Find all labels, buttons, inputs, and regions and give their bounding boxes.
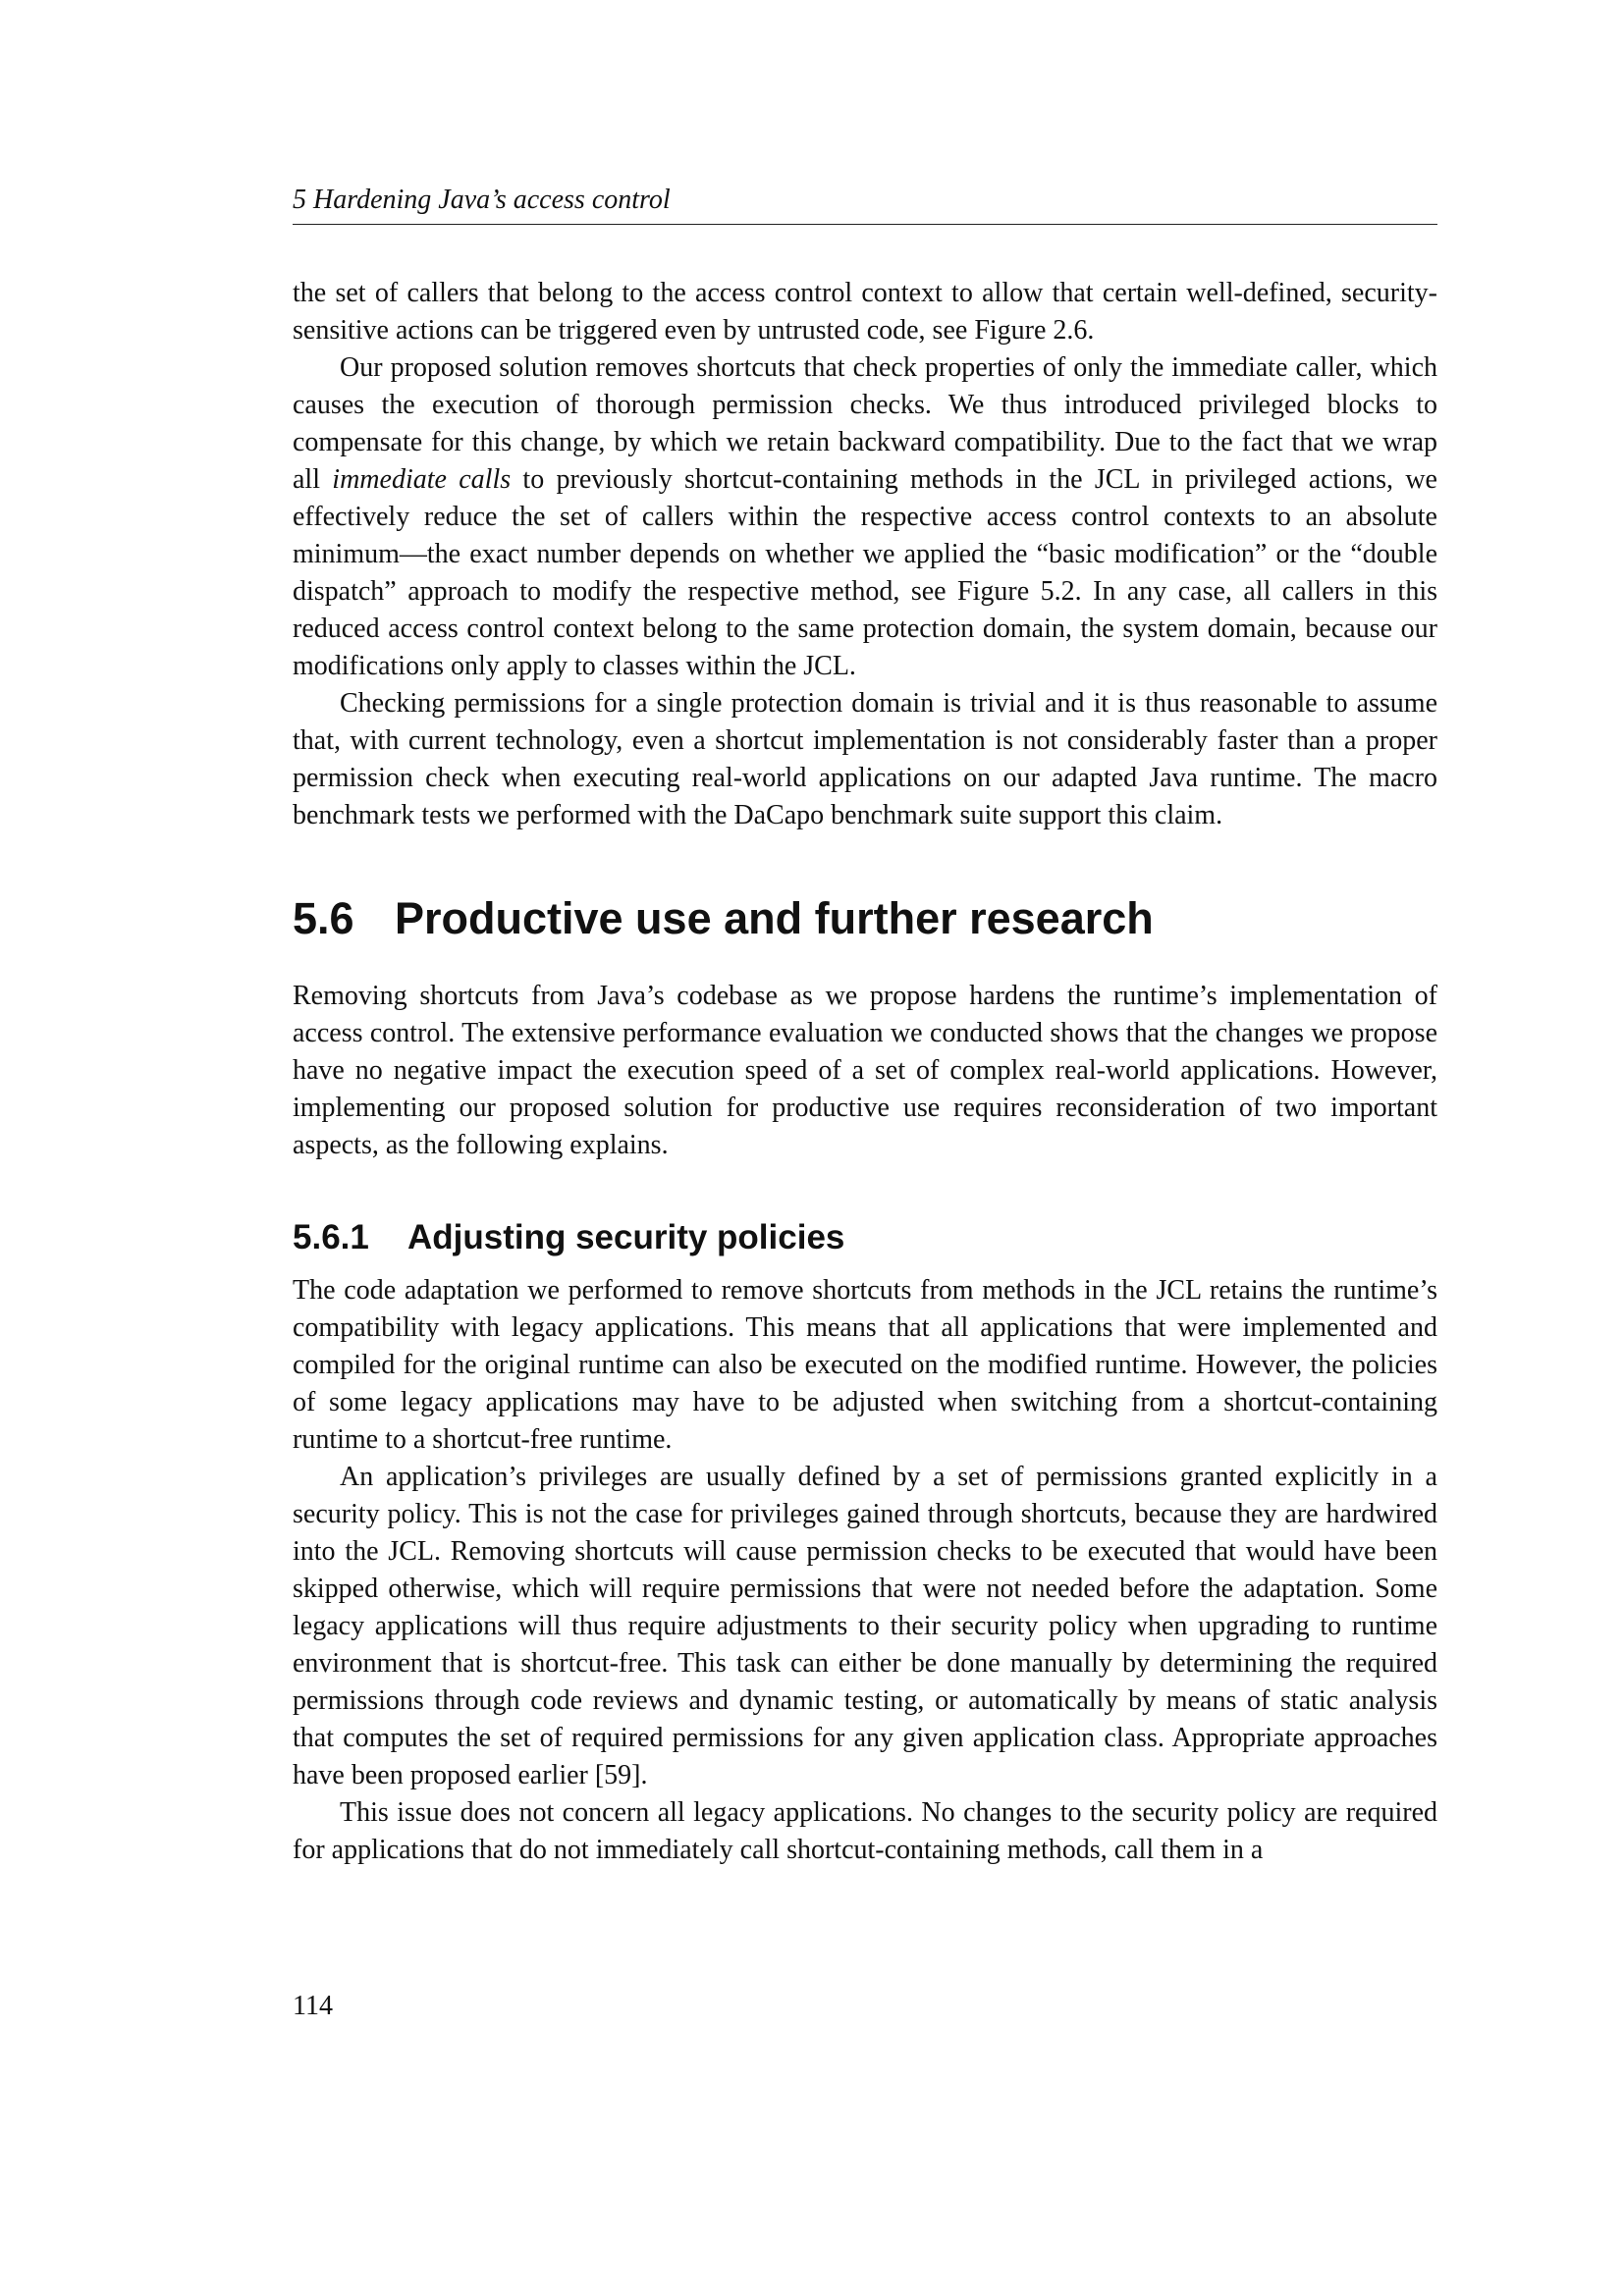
page-content [293, 275, 1437, 1869]
emphasized-term: immediate calls [332, 464, 512, 495]
spacer [293, 834, 1437, 893]
page-number: 114 [293, 1991, 333, 2021]
paragraph-section-intro: Removing shortcuts from Java’s codebase as we propose hardens the runtime’s implementation of access control. The extensive performance evaluation we conducted shows that the changes we propose have no negative impact the execution speed of a set of complex real-world applications. However, implementing our proposed solution for productive use requires reconsideration of two important aspects, as the following explains. [293, 981, 1437, 1160]
paragraph-text: Our proposed solution removes shortcuts that check properties of only the immediate caller, which causes the execution of thorough permission checks. We thus introduced privileged blocks to compensate for this change, by which we retain backward compatibility. Due to the fact that we wrap all [293, 352, 1437, 495]
running-title: 5 Hardening Java’s access control [293, 185, 671, 215]
spacer [293, 1164, 1437, 1217]
paragraph-code-adaptation: The code adaptation we performed to remove shortcuts from methods in the JCL retains the runtime’s compatibility with legacy applications. This means that all applications that were implemented and compiled for the original runtime can also be executed on the modified runtime. However, the policies of some legacy applications may have to be adjusted when switching from a shortcut-containing runtime to a shortcut-free runtime. [293, 1275, 1437, 1455]
running-header [293, 185, 1437, 225]
subsection-heading [293, 1217, 1437, 1258]
paragraph-continuation: the set of callers that belong to the access control context to allow that certain well-defined, security-sensitive actions can be triggered even by untrusted code, see Figure 2.6. [293, 278, 1437, 346]
paragraph-legacy-applications: This issue does not concern all legacy applications. No changes to the security policy are required for applications that do not immediately call shortcut-containing methods, call them in a [293, 1797, 1437, 1865]
subsection-title: Adjusting security policies [407, 1218, 845, 1256]
section-number: 5.6 [293, 893, 354, 943]
paragraph-proposed-solution [293, 349, 1437, 685]
spacer [293, 1258, 1437, 1272]
paragraph-checking-permissions: Checking permissions for a single protection domain is trivial and it is thus reasonable to assume that, with current technology, even a shortcut implementation is not considerably faster than a proper permission check when executing real-world applications on our adapted Java runtime. The macro benchmark tests we performed with the DaCapo benchmark suite support this claim. [293, 688, 1437, 830]
subsection-number: 5.6.1 [293, 1218, 369, 1256]
section-title: Productive use and further research [395, 893, 1154, 943]
spacer [293, 944, 1437, 978]
paragraph-application-privileges: An application’s privileges are usually defined by a set of permissions granted explicitly in a security policy. This is not the case for privileges gained through shortcuts, because they are hardwired into the JCL. Removing shortcuts will cause permission checks to be executed that would have been skipped otherwise, which will require permissions that were not needed before the adaptation. Some legacy applications will thus require adjustments to their security policy when upgrading to runtime environment that is shortcut-free. This task can either be done manually by determining the required permissions through code reviews and dynamic testing, or automatically by means of static analysis that computes the set of required permissions for any given application class. Appropriate approaches have been proposed earlier [59]. [293, 1462, 1437, 1790]
section-heading [293, 893, 1437, 944]
paragraph-text: to previously shortcut-containing methods in the JCL in privileged actions, we effectively reduce the set of callers within the respective access control contexts to an absolute minimum—the exact number depends on whether we applied the “basic modification” or the “double dispatch” approach to modify the respective method, see Figure 5.2. In any case, all callers in this reduced access control context belong to the same protection domain, the system domain, because our modifications only apply to classes within the JCL. [293, 464, 1437, 681]
